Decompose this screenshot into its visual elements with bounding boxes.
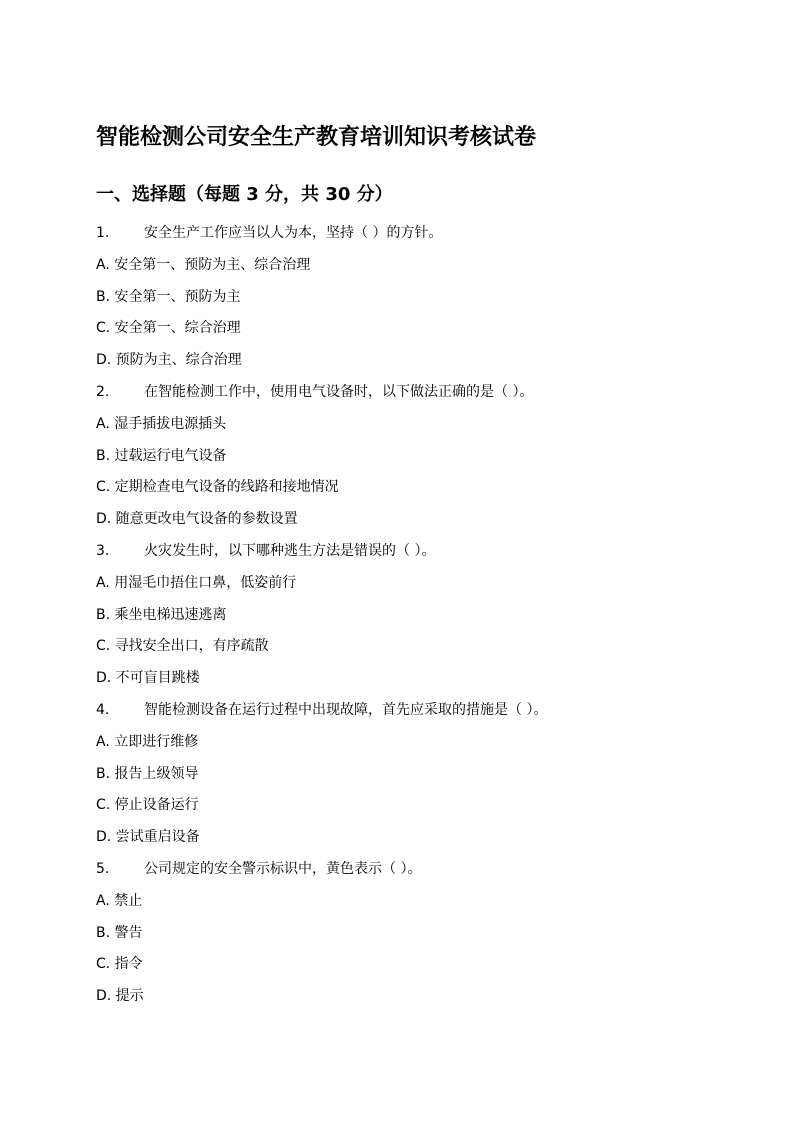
option-b: B. 乘坐电梯迅速逃离 (96, 606, 227, 623)
question-text: 公司规定的安全警示标识中，黄色表示（ ）。 (144, 860, 422, 877)
question-text: 火灾发生时，以下哪种逃生方法是错误的（ ）。 (144, 542, 436, 559)
section-title: 一、选择题（每题 3 分，共 30 分） (96, 184, 393, 205)
option-c: C. 停止设备运行 (96, 797, 199, 814)
option-d: D. 预防为主、综合治理 (96, 352, 242, 369)
question-list (96, 218, 736, 1013)
question-3 (96, 536, 736, 568)
question-5 (96, 854, 736, 886)
option-b: B. 报告上级领导 (96, 765, 199, 782)
option-c: C. 指令 (96, 956, 143, 973)
question-number: 2. (96, 383, 110, 400)
question-1 (96, 218, 736, 250)
option-d: D. 不可盲目跳楼 (96, 670, 200, 687)
option-c: C. 定期检查电气设备的线路和接地情况 (96, 479, 339, 496)
option-b: B. 警告 (96, 924, 143, 941)
question-text: 在智能检测工作中，使用电气设备时，以下做法正确的是（ ）。 (144, 383, 534, 400)
question-number: 1. (96, 225, 110, 241)
option-a: A. 立即进行维修 (96, 733, 199, 750)
option-c: C. 安全第一、综合治理 (96, 320, 241, 337)
option-b: B. 过载运行电气设备 (96, 447, 227, 464)
option-d: D. 提示 (96, 988, 144, 1005)
question-text: 安全生产工作应当以人为本，坚持（ ）的方针。 (144, 225, 443, 241)
document-title: 智能检测公司安全生产教育培训知识考核试卷 (96, 125, 537, 150)
option-b: B. 安全第一、预防为主 (96, 288, 241, 305)
question-text: 智能检测设备在运行过程中出现故障，首先应采取的措施是（ ）。 (144, 701, 548, 718)
question-number: 3. (96, 542, 110, 559)
option-a: A. 湿手插拔电源插头 (96, 415, 227, 432)
question-number: 5. (96, 860, 110, 877)
option-a: A. 禁止 (96, 892, 143, 909)
option-a: A. 用湿毛巾捂住口鼻，低姿前行 (96, 574, 297, 591)
option-d: D. 尝试重启设备 (96, 829, 200, 846)
question-2 (96, 377, 736, 409)
question-number: 4. (96, 701, 110, 718)
question-4 (96, 695, 736, 727)
option-d: D. 随意更改电气设备的参数设置 (96, 511, 298, 528)
option-c: C. 寻找安全出口，有序疏散 (96, 638, 269, 655)
option-a: A. 安全第一、预防为主、综合治理 (96, 256, 311, 273)
